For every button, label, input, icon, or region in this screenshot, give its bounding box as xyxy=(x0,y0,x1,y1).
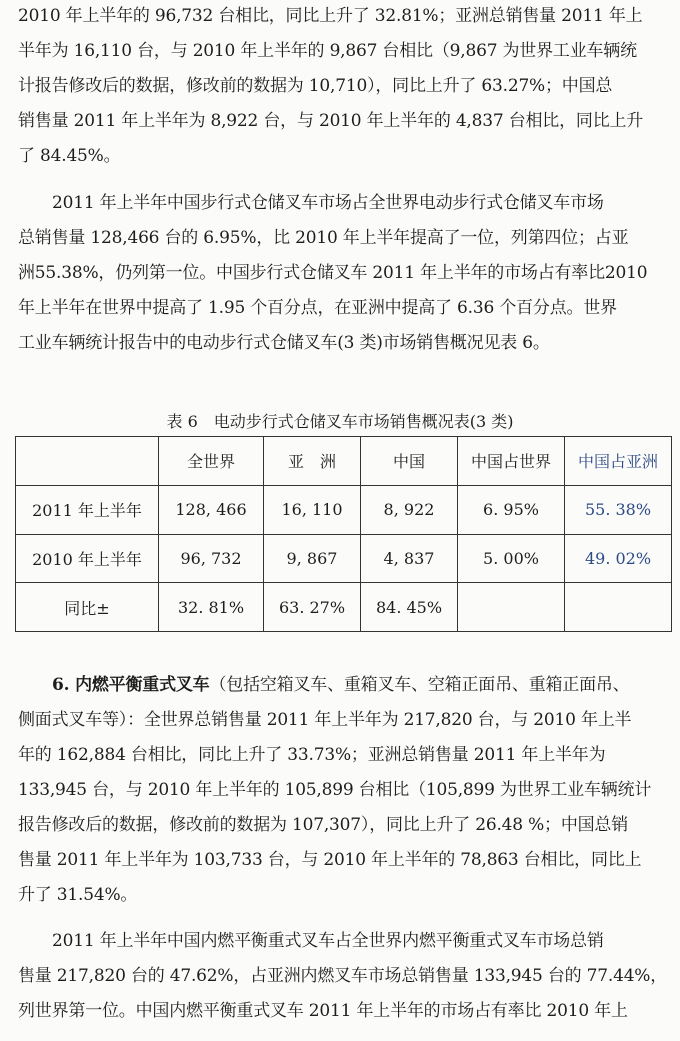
paragraph-2-line: 年上半年在世界中提高了 1.95 个百分点，在亚洲中提高了 6.36 个百分点。世界 xyxy=(18,298,617,318)
section-6-line: 报告修改后的数据，修改前的数据为 107,307），同比上升了 26.48 %；中国总销 xyxy=(18,815,629,835)
section-6-line: 侧面式叉车等）：全世界总销售量 2011 年上半年为 217,820 台，与 2010 年上半 xyxy=(18,710,632,730)
paragraph-2-line: 洲55.38%，仍列第一位。中国步行式仓储叉车 2011 年上半年的市场占有率比2010 xyxy=(18,263,648,283)
sales-table xyxy=(15,436,672,632)
section-6-line-rest: （包括空箱叉车、重箱叉车、空箱正面吊、重箱正面吊、 xyxy=(209,675,630,695)
table-cell: 84. 45% xyxy=(361,583,458,632)
paragraph-1-line: 计报告修改后的数据，修改前的数据为 10,710），同比上升了 63.27%；中国总 xyxy=(18,76,613,96)
table-caption: 表 6 电动步行式仓储叉车市场销售概况表(3 类) xyxy=(166,412,514,431)
table-cell: 9, 867 xyxy=(264,534,361,583)
paragraph-1-line: 销售量 2011 年上半年为 8,922 台，与 2010 年上半年的 4,837 台相比，同比上升 xyxy=(18,111,644,131)
section-6-heading: 6. 内燃平衡重式叉车 xyxy=(52,675,210,695)
paragraph-1-line: 2010 年上半年的 96,732 台相比，同比上升了 32.81%；亚洲总销售量 2011 年上 xyxy=(18,6,643,26)
table-cell: 32. 81% xyxy=(159,583,264,632)
table-cell: 8, 922 xyxy=(361,485,458,534)
section-6-line: 年的 162,884 台相比，同比上升了 33.73%；亚洲总销售量 2011 年上半年为 xyxy=(18,745,606,765)
paragraph-2-line: 总销售量 128,466 台的 6.95%，比 2010 年上半年提高了一位，列第四位；占亚 xyxy=(18,228,629,248)
table-cell: 16, 110 xyxy=(264,485,361,534)
table-cell: 55. 38% xyxy=(565,485,672,534)
section-6-first-line xyxy=(52,674,664,696)
table-cell: 96, 732 xyxy=(159,534,264,583)
row-label: 2010 年上半年 xyxy=(16,534,159,583)
table-cell: 6. 95% xyxy=(458,485,565,534)
table-cell: 128, 466 xyxy=(159,485,264,534)
table-row xyxy=(16,534,672,583)
table-header-cell: 全世界 xyxy=(159,437,264,486)
paragraph-4-line: 售量 217,820 台的 47.62%，占亚洲内燃叉车市场总销售量 133,945 台的 77.44%， xyxy=(18,966,668,986)
paragraph-1-line: 半年为 16,110 台，与 2010 年上半年的 9,867 台相比（9,867 为世界工业车辆统 xyxy=(18,41,637,61)
table-header-cell: 中国 xyxy=(361,437,458,486)
row-label: 2011 年上半年 xyxy=(16,485,159,534)
paragraph-4-line: 列世界第一位。中国内燃平衡重式叉车 2011 年上半年的市场占有率比 2010 年上 xyxy=(18,1001,628,1021)
table-corner-cell xyxy=(16,437,159,486)
table-header-cell: 亚 洲 xyxy=(264,437,361,486)
paragraph-2-line: 工业车辆统计报告中的电动步行式仓储叉车(3 类)市场销售概况见表 6。 xyxy=(18,333,550,353)
table-cell xyxy=(458,583,565,632)
table-header-cell: 中国占世界 xyxy=(458,437,565,486)
row-label: 同比± xyxy=(16,583,159,632)
table-cell: 63. 27% xyxy=(264,583,361,632)
paragraph-4-line: 2011 年上半年中国内燃平衡重式叉车占全世界内燃平衡重式叉车市场总销 xyxy=(52,931,604,951)
table-row xyxy=(16,583,672,632)
table-row xyxy=(16,485,672,534)
table-cell: 49. 02% xyxy=(565,534,672,583)
table-header-row xyxy=(16,437,672,486)
section-6-line: 133,945 台，与 2010 年上半年的 105,899 台相比（105,899 为世界工业车辆统计 xyxy=(18,780,652,800)
paragraph-1-line: 了 84.45%。 xyxy=(18,146,121,166)
table-cell xyxy=(565,583,672,632)
section-6-line: 售量 2011 年上半年为 103,733 台，与 2010 年上半年的 78,863 台相比，同比上 xyxy=(18,850,642,870)
table-cell: 5. 00% xyxy=(458,534,565,583)
table-cell: 4, 837 xyxy=(361,534,458,583)
section-6-line: 升了 31.54%。 xyxy=(18,885,138,905)
paragraph-2-line: 2011 年上半年中国步行式仓储叉车市场占全世界电动步行式仓储叉车市场 xyxy=(52,193,604,213)
table-header-cell: 中国占亚洲 xyxy=(565,437,672,486)
